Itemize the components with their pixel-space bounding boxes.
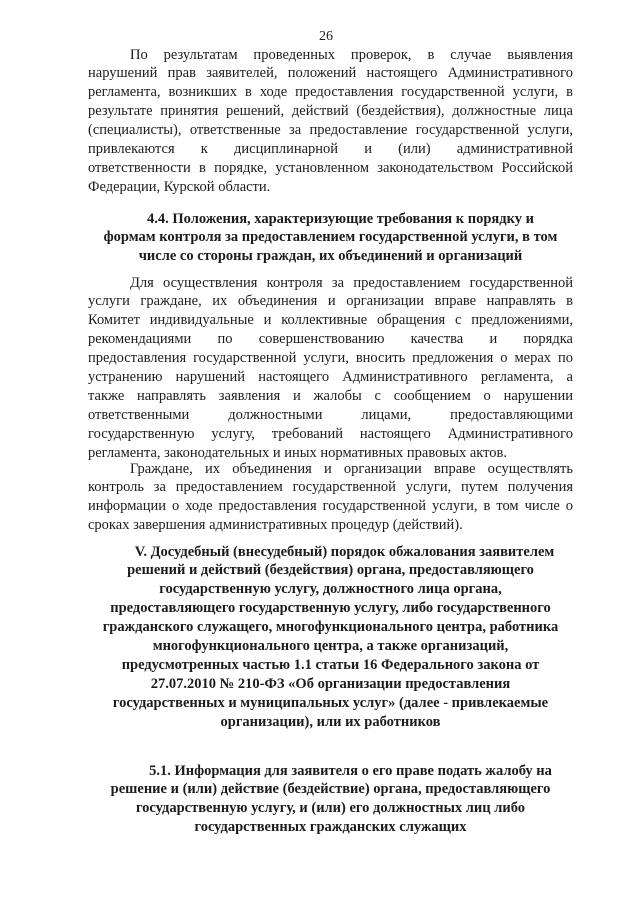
text-line: Федерации, Курской области. — [88, 178, 271, 195]
text-line: ответственными должностными лицами, предоставляющими — [88, 406, 573, 423]
heading-line: гражданского служащего, многофункционального центра, работника — [102, 619, 559, 636]
heading-line: предоставляющего государственную услугу, либо государственного — [110, 600, 551, 617]
heading-line: 27.07.2010 № 210-ФЗ «Об организации предоставления — [150, 675, 511, 692]
text-line: также направлять заявления и жалобы с сообщением о нарушении — [88, 387, 573, 404]
paragraph-2 — [88, 274, 573, 463]
paragraph-3 — [88, 460, 573, 536]
heading-line: формам контроля за предоставлением государственной услуги, в том — [103, 229, 558, 246]
heading-line: государственную услугу, должностного лица органа, — [159, 581, 502, 598]
text-line: Граждане, их объединения и организации вправе осуществлять — [130, 460, 573, 477]
text-line: устранению нарушений настоящего Административного регламента, а — [88, 369, 573, 386]
text-line: контроль за предоставлением государственной услуги, путем получения — [88, 479, 573, 496]
section-heading-4-4 — [88, 210, 573, 267]
text-line: сроках завершения административных процедур (действий). — [88, 517, 463, 534]
text-line: результате принятия решений, действий (бездействия), должностные лица — [88, 103, 573, 120]
section-heading-5-1 — [88, 762, 573, 838]
heading-line: 4.4. Положения, характеризующие требования к порядку и — [147, 210, 534, 227]
text-line: услуги граждане, их объединения и организации вправе направлять в — [88, 293, 573, 310]
text-line: По результатам проведенных проверок, в случае выявления — [130, 46, 573, 63]
heading-line: решений и действий (бездействия) органа, предоставляющего — [127, 562, 534, 579]
text-line: предоставления государственной услуги, вносить предложения о мерах по — [88, 350, 573, 367]
text-line: государственную услугу, требований настоящего Административного — [88, 425, 573, 442]
heading-line: организации), или их работников — [220, 713, 441, 730]
heading-line: числе со стороны граждан, их объединений и организаций — [138, 248, 523, 265]
heading-line: государственных гражданских служащих — [194, 819, 467, 836]
text-line: информации о ходе предоставления государственной услуги, в том числе о — [88, 498, 573, 515]
heading-line: предусмотренных частью 1.1 статьи 16 Федерального закона от — [121, 656, 540, 673]
heading-line: 5.1. Информация для заявителя о его праве подать жалобу на — [149, 762, 552, 779]
text-line: привлекаются к дисциплинарной и (или) административной — [88, 141, 573, 158]
heading-line: государственных и муниципальных услуг» (далее - привлекаемые — [112, 694, 549, 711]
heading-line: государственную услугу, и (или) его должностных лиц либо — [135, 800, 526, 817]
paragraph-1 — [88, 46, 573, 197]
text-line: регламента, законодательных и иных нормативных правовых актов. — [88, 444, 507, 461]
text-line: Комитет индивидуальные и коллективные обращения с предложениями, — [88, 312, 573, 329]
heading-line: V. Досудебный (внесудебный) порядок обжалования заявителем — [134, 543, 555, 560]
text-line: рекомендациями по совершенствованию качества и порядка — [88, 331, 573, 348]
section-heading-v — [88, 543, 573, 732]
text-line: регламента, возникших в ходе предоставления государственной услуги, в — [88, 84, 573, 101]
heading-line: решение и (или) действие (бездействие) органа, предоставляющего — [110, 781, 551, 798]
text-line: ответственности в порядке, установленном законодательством Российской — [88, 159, 573, 176]
text-line: Для осуществления контроля за предоставлением государственной — [130, 274, 573, 291]
text-line: нарушений прав заявителей, положений настоящего Административного — [88, 65, 573, 82]
page-number: 26 — [319, 29, 333, 44]
text-line: (специалисты), ответственные за предоставление государственной услуги, — [88, 122, 573, 139]
heading-line: многофункционального центра, а также организаций, — [152, 638, 509, 655]
